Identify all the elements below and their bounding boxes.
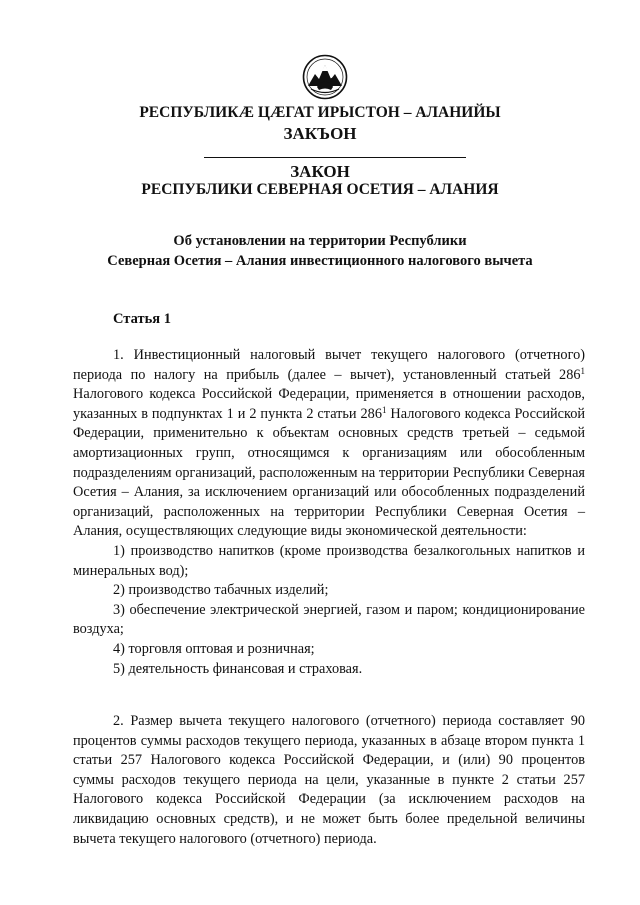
ossetian-law-word: ЗАКЪОН	[283, 124, 357, 143]
ossetian-republic-title: РЕСПУБЛИКӔ ЦӔГАТ ИРЫСТОН – АЛАНИЙЫ	[139, 104, 501, 121]
law-subject-line-1: Об установлении на территории Республики	[173, 233, 467, 249]
list-item: 4) торговля оптовая и розничная;	[113, 640, 315, 657]
law-subject-line-2: Северная Осетия – Алания инвестиционного налогового вычета	[107, 253, 533, 269]
paragraph-2-block	[73, 712, 585, 849]
paragraph-2: 2. Размер вычета текущего налогового (отчетного) периода составляет 90 процентов суммы расходов текущего периода, указанных в абзаце втором пункта 1 статьи 257 Налогового кодекса Российской Федерации, и (или) 90 процентов суммы расходов текущего периода на цели, указанные в пункте 2 статьи 257 Налогового кодекса Российской Федерации (за исключением расходов на ликвидацию основных средств), и не может быть более предельной величины вычета текущего налогового (отчетного) периода.	[73, 713, 585, 847]
superscript-2: 1	[381, 404, 387, 415]
list-item: 3) обеспечение электрической энергией, газом и паром; кондиционирование воздуха;	[73, 601, 585, 638]
list-item: 2) производство табачных изделий;	[113, 582, 329, 599]
coat-of-arms-emblem	[302, 54, 348, 100]
article-body	[73, 346, 585, 679]
article-heading: Статья 1	[113, 311, 171, 327]
list-item: 1) производство напитков (кроме производства безалкогольных напитков и минеральных вод);	[73, 542, 585, 579]
superscript-1: 1	[580, 365, 585, 376]
russian-law-word: ЗАКОН	[290, 162, 350, 181]
header-divider	[204, 157, 466, 158]
list-item: 5) деятельность финансовая и страховая.	[113, 660, 363, 677]
paragraph-1: 1. Инвестиционный налоговый вычет текущего налогового (отчетного) периода по налогу на прибыль (далее – вычет), установленный статьей $286^1$ Налогового кодекса Российской Федерации, применяется в отношении расходов, указанных в подпунктах 1 и 2 пункта 2 статьи $286^1$ Налогового кодекса Российской Федерации, применительно к объектам основных средств третьей – седьмой амортизационных групп, относящимся к организациям или обособленным подразделениям организаций, расположенным на территории Республики Северная Осетия – Алания, за исключением организаций или обособленных подразделений организаций, расположенных на территории Республики Северная Осетия – Алания, осуществляющих следующие виды экономической деятельности:	[73, 347, 585, 540]
russian-republic-title: РЕСПУБЛИКИ СЕВЕРНАЯ ОСЕТИЯ – АЛАНИЯ	[141, 181, 499, 198]
